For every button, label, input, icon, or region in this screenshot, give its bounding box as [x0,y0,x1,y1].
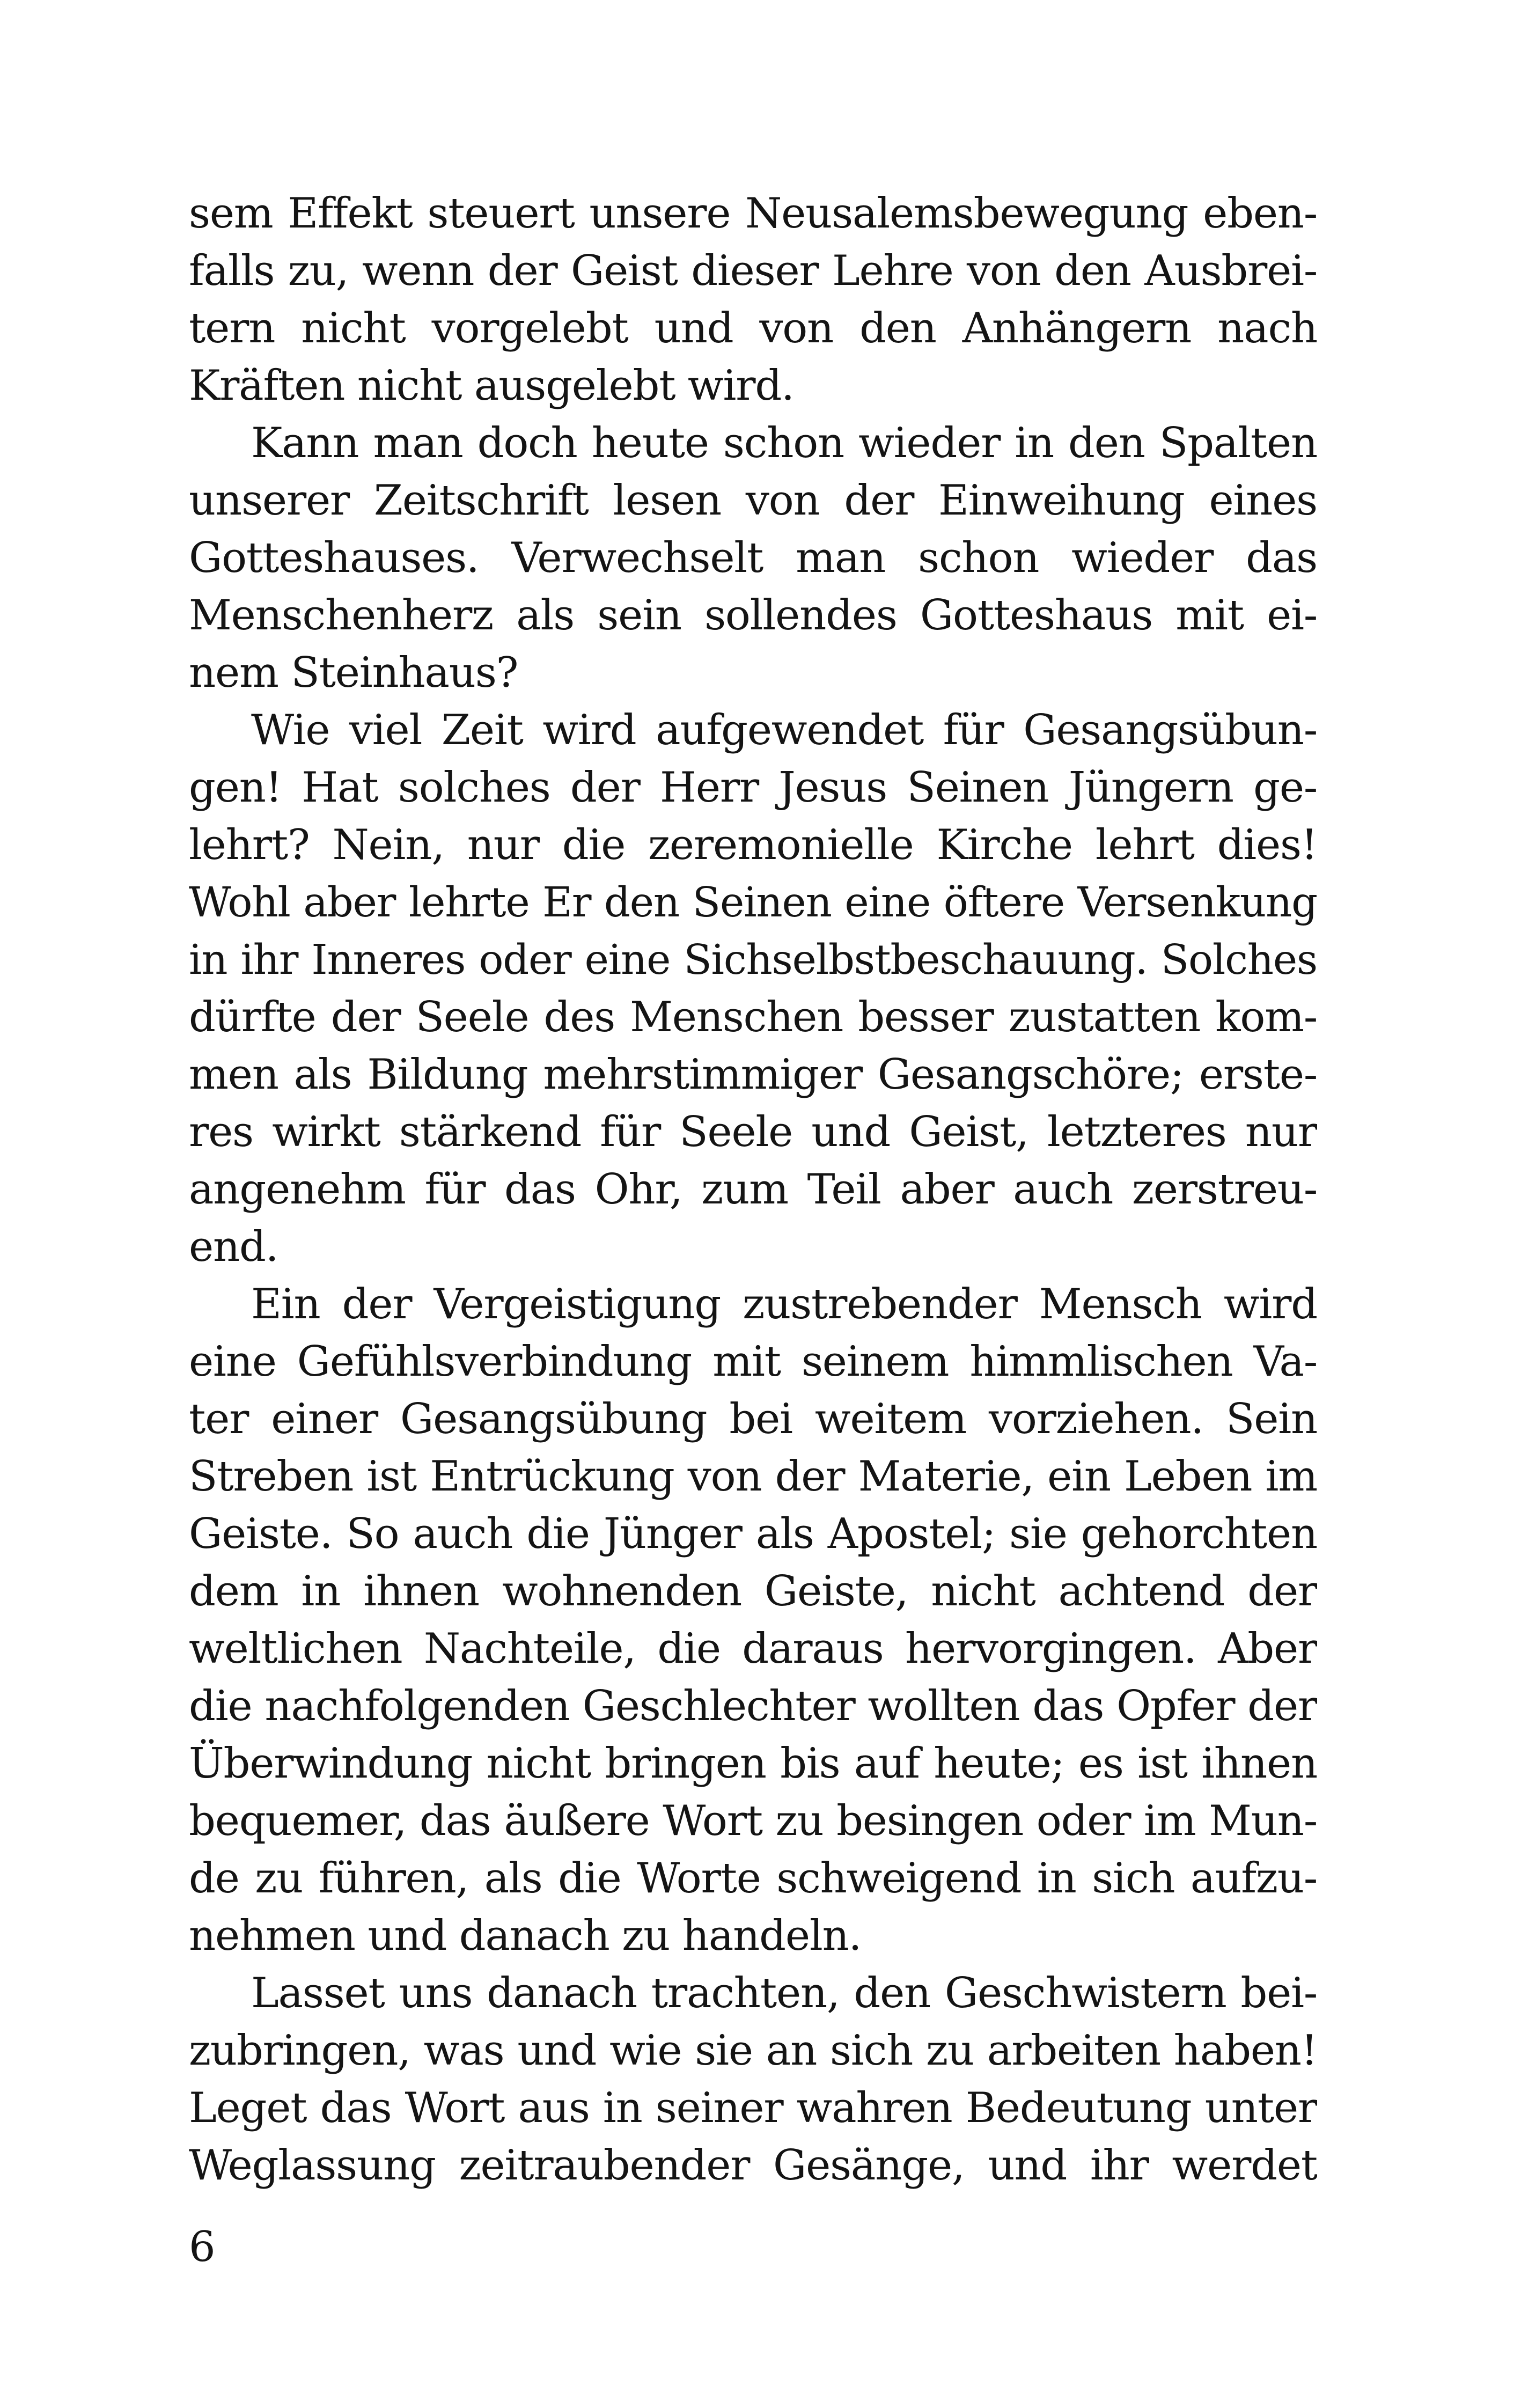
text-line: res wirkt stärkend für Seele und Geist, letzteres nur [189,1108,1317,1156]
text-line: in ihr Inneres oder eine Sichselbstbeschauung. Solches [189,936,1317,984]
page-number: 6 [189,2223,216,2271]
text-line: bequemer, das äußere Wort zu besingen oder im Mun- [189,1797,1317,1845]
text-line: gen! Hat solches der Herr Jesus Seinen Jüngern ge- [189,763,1317,812]
text-line: de zu führen, als die Worte schweigend in sich aufzu- [189,1854,1317,1903]
text-line: weltlichen Nachteile, die daraus hervorgingen. Aber [189,1625,1317,1673]
text-line: Leget das Wort aus in seiner wahren Bedeutung unter [189,2084,1317,2132]
text-line: end. [189,1223,278,1271]
text-line: Geiste. So auch die Jünger als Apostel; sie gehorchten [189,1510,1317,1558]
text-line: falls zu, wenn der Geist dieser Lehre von den Ausbrei- [189,247,1317,295]
text-line: unserer Zeitschrift lesen von der Einweihung eines [189,476,1317,525]
text-line: dürfte der Seele des Menschen besser zustatten kom- [189,993,1317,1041]
text-line: Weglassung zeitraubender Gesänge, und ihr werdet [189,2141,1317,2190]
text-line: Wohl aber lehrte Er den Seinen eine öftere Versenkung [189,879,1317,927]
text-line: Überwindung nicht bringen bis auf heute; es ist ihnen [189,1739,1317,1788]
text-line: Ein der Vergeistigung zustrebender Mensch wird [251,1280,1317,1328]
text-line: zubringen, was und wie sie an sich zu arbeiten haben! [189,2027,1317,2075]
text-line: sem Effekt steuert unsere Neusalemsbewegung eben- [189,189,1317,238]
text-line: Menschenherz als sein sollendes Gotteshaus mit ei- [189,591,1317,640]
text-line: dem in ihnen wohnenden Geiste, nicht achtend der [189,1567,1317,1616]
text-line: nehmen und danach zu handeln. [189,1912,862,1960]
text-line: eine Gefühlsverbindung mit seinem himmlischen Va- [189,1338,1317,1386]
text-line: lehrt? Nein, nur die zeremonielle Kirche lehrt dies! [189,821,1317,869]
text-line: nem Steinhaus? [189,649,518,697]
text-line: men als Bildung mehrstimmiger Gesangschöre; erste- [189,1051,1317,1099]
text-line: Streben ist Entrückung von der Materie, ein Leben im [189,1452,1317,1501]
text-line: die nachfolgenden Geschlechter wollten das Opfer der [189,1682,1317,1730]
text-line: Kräften nicht ausgelebt wird. [189,362,794,410]
text-line: ter einer Gesangsübung bei weitem vorziehen. Sein [189,1395,1317,1443]
text-line: Kann man doch heute schon wieder in den Spalten [251,419,1317,467]
text-line: Gotteshauses. Verwechselt man schon wieder das [189,534,1317,582]
text-line: Wie viel Zeit wird aufgewendet für Gesangsübun- [251,706,1317,754]
text-line: Lasset uns danach trachten, den Geschwistern bei- [251,1969,1317,2017]
text-line: angenehm für das Ohr, zum Teil aber auch zerstreu- [189,1165,1317,1214]
body-text [189,185,1317,2194]
text-line: tern nicht vorgelebt und von den Anhängern nach [189,304,1317,353]
